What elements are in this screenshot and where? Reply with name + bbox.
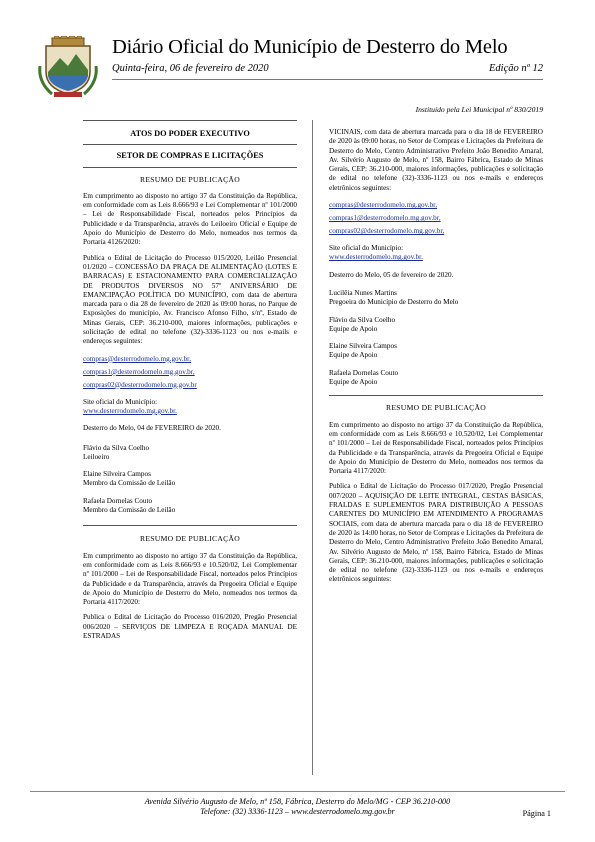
signer-role: Membro da Comissão de Leilão — [83, 479, 176, 488]
signer-role: Membro da Comissão de Leilão — [83, 506, 176, 515]
resumo-title: RESUMO DE PUBLICAÇÃO — [139, 174, 241, 184]
signer-name: Elaine Silveira Campos — [83, 470, 151, 479]
page-title: Diário Oficial do Município de Desterro do Melo — [112, 36, 508, 58]
left-column — [83, 120, 297, 647]
header-divider — [112, 79, 543, 80]
right-column — [329, 128, 543, 591]
resumo-title: RESUMO DE PUBLICAÇÃO — [139, 534, 241, 544]
site-label: Site oficial do Município: — [329, 244, 404, 253]
email-link[interactable]: compras@desterrodomelo.mg.gov.br, — [329, 201, 438, 210]
email-link[interactable]: compras@desterrodomelo.mg.gov.br, — [83, 354, 192, 363]
subsection-heading: SETOR DE COMPRAS E LICITAÇÕES — [116, 151, 264, 161]
signature-block — [83, 444, 297, 463]
issue-date: Quinta-feira, 06 de fevereiro de 2020 — [112, 63, 269, 74]
section-rule — [83, 525, 297, 526]
resumo-body: Publica o Edital de Licitação do Processo 016/2020, Pregão Presencial 006/2020 – SERVIÇOS DE LIMPEZA E ROÇADA MANUAL DE ESTRADAS — [83, 613, 297, 640]
date-line: Desterro do Melo, 05 de fevereiro de 2020. — [329, 270, 454, 279]
site-label: Site oficial do Município: — [83, 397, 158, 406]
municipal-crest-icon — [38, 36, 98, 98]
signer-name: Flávio da Silva Coelho — [329, 315, 396, 324]
email-link[interactable]: compras1@desterrodomelo.mg.gov.br, — [83, 367, 195, 376]
section-rule — [83, 120, 297, 121]
signature-block — [329, 342, 543, 361]
signer-name: Rafaela Dornelas Couto — [329, 368, 399, 377]
signature-block — [329, 369, 543, 388]
email-link[interactable]: compras1@desterrodomelo.mg.gov.br, — [329, 214, 441, 223]
resumo-title: RESUMO DE PUBLICAÇÃO — [385, 403, 487, 413]
signer-role: Equipe de Apoio — [329, 324, 378, 333]
footer-divider — [30, 791, 565, 792]
resumo-body: Publica o Edital de Licitação do Processo 017/2020, Pregão Presencial 007/2020 – AQUISIÇÃO DE LEITE INTEGRAL, CESTAS BÁSICAS, FRALDAS E SUPLEMENTOS PARA DISTRIBUIÇÃO A PESSOAS CARENTES DO MUNICÍPIO EM ATENDIMENTO A PROGRAMAS SOCIAIS, com data de abertura marcada para o dia 18 de FEVEREIRO de 2020 às 14:00 horas, no Setor de Compras e Licitações da Prefeitura de Desterro do Melo, Centro Administrativo Prefeito João Benedito Amaral, Av. Silvério Augusto de Melo, nº 158, Bairro Fábrica, Estado de Minas Gerais, CEP: 36.210-000, maiores informações, publicações e solicitação de edital no telefone (32)-3336-1123 ou nos e-mails e endereços eletrônicos seguintes: — [329, 482, 543, 584]
signer-role: Equipe de Apoio — [329, 351, 378, 360]
email-list — [329, 199, 543, 238]
email-link[interactable]: compras02@desterrodomelo.mg.gov.br — [83, 380, 197, 389]
signer-name: Elaine Silveira Campos — [329, 342, 397, 351]
instituted-by-law: Instituído pela Lei Municipal nº 830/2019 — [415, 105, 543, 114]
resumo-intro: Em cumprimento ao disposto no artigo 37 da Constituição da República, em conformidade com as Leis 8.666/93 e Lei Complementar nº 101/2000 – Lei de Responsabilidade Fiscal, norteados pelos Princípios da Publicidade e da Transparência, através do Leiloeiro Oficial e Equipe de Apoio do Município de Desterro do Melo, nomeados nos termos da Portaria 4126/2020: — [83, 191, 297, 247]
signature-block — [83, 497, 297, 516]
resumo-body-continued: VICINAIS, com data de abertura marcada para o dia 18 de FEVEREIRO de 2020 às 09:00 horas, no Setor de Compras e Licitações da Prefeitura de Desterro do Melo, Centro Administrativo Prefeito João Benedito Amaral, Av. Silvério Augusto de Melo, nº 158, Bairro Fábrica, Estado de Minas Gerais, CEP: 36.210-000, maiores informações, publicações e solicitação de edital no telefone (32)-3336-1123 ou nos e-mails e endereços eletrônicos seguintes: — [329, 128, 543, 192]
resumo-intro: Em cumprimento ao disposto no artigo 37 da Constituição da República, em conformidade com as Leis 8.666/93 e 10.520/02, Lei Complementar nº 101/2000 – Lei de Responsabilidade Fiscal, norteados pelos Princípios da Publicidade e da Transparência, através da Pregoeira Oficial e Equipe de Apoio do Município de Desterro do Melo, nomeados nos termos da Portaria 4117/2020: — [83, 551, 297, 607]
signer-role: Equipe de Apoio — [329, 378, 378, 387]
signature-block — [83, 470, 297, 489]
column-divider — [312, 120, 313, 775]
page-number: Página 1 — [522, 809, 551, 818]
site-link[interactable]: www.desterrodomelo.mg.gov.br. — [329, 253, 423, 262]
email-link[interactable]: compras02@desterrodomelo.mg.gov.br, — [329, 227, 445, 236]
email-list — [83, 353, 297, 392]
edition-number: Edição nº 12 — [489, 63, 543, 74]
signer-role: Leiloeiro — [83, 452, 110, 461]
signer-name: Lucilêia Nunes Martins — [329, 288, 397, 297]
signer-name: Rafaela Dornelas Couto — [83, 496, 153, 505]
date-line: Desterro do Melo, 04 de FEVEREIRO de 2020. — [83, 424, 221, 433]
footer-contact: Telefone: (32) 3336-1123 – www.desterrodomelo.mg.gov.br — [200, 807, 395, 816]
signer-role: Pregoeira do Município de Desterro do Melo — [329, 298, 459, 307]
signer-name: Flávio da Silva Coelho — [83, 443, 150, 452]
footer-address: Avenida Silvério Augusto de Melo, nº 158, Fábrica, Desterro do Melo/MG - CEP 36.210-000 — [144, 797, 451, 806]
section-rule — [329, 395, 543, 396]
resumo-intro: Em cumprimento ao disposto no artigo 37 da Constituição da República, em conformidade com as Leis 8.666/93 e 10.520/02, Lei Complementar nº 101/2000 – Lei de Responsabilidade Fiscal, norteados pelos Princípios da Publicidade e da Transparência, através da Pregoeira Oficial e Equipe de Apoio do Município de Desterro do Melo, nomeados nos termos da Portaria 4117/2020: — [329, 420, 543, 476]
section-heading: ATOS DO PODER EXECUTIVO — [130, 129, 250, 138]
site-link[interactable]: www.desterrodomelo.mg.gov.br. — [83, 406, 177, 415]
signature-block — [329, 316, 543, 335]
signature-block — [329, 289, 543, 308]
resumo-body: Publica o Edital de Licitação do Processo 015/2020, Leilão Presencial 01/2020 – CONCESSÃO DA PRAÇA DE ALIMENTAÇÃO (LOTES E BARRACAS) E ESTACIONAMENTO PARA COMERCIALIZAÇÃO DE PRODUTOS DIVERSOS NO 57º ANIVERSÁRIO DE EMANCIPAÇÃO POLÍTICA DO MUNICÍPIO, com data de abertura marcada para o dia 28 de fevereiro de 2020 às 09:00 horas, no Parque de Exposições do município, Av. Francisco Afonso Filho, s/nº, Estado de Minas Gerais, CEP: 36.210-000, maiores informações, publicações e solicitação de edital no telefone (32)-3336-1123 ou nos e-mails e endereços seguintes: — [83, 253, 297, 346]
section-rule — [83, 144, 297, 145]
section-rule — [83, 167, 297, 168]
